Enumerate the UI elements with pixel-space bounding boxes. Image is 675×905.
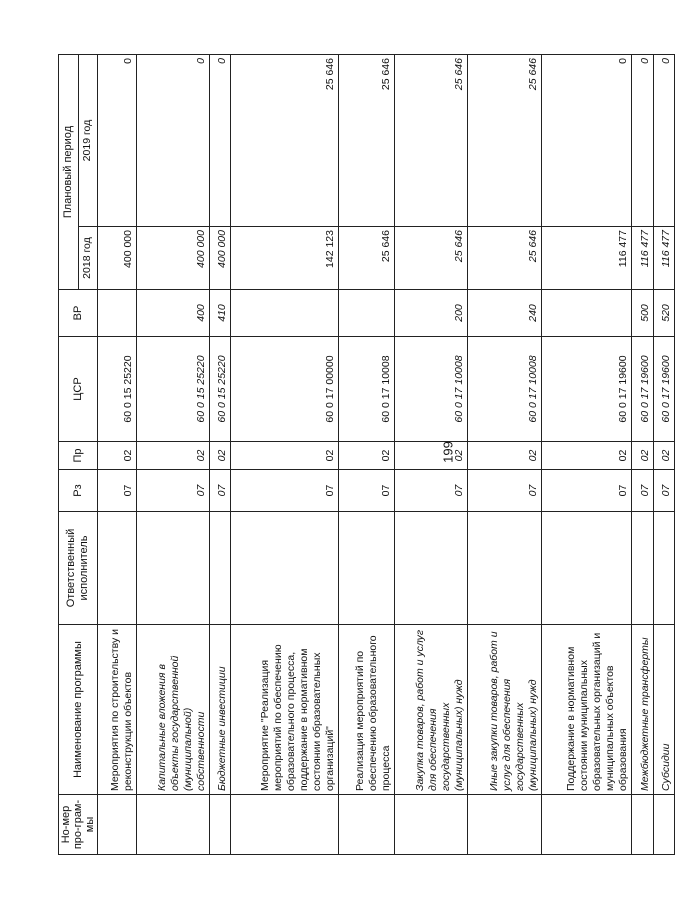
executor-cell xyxy=(136,512,209,625)
table-row xyxy=(541,55,632,855)
amount-2019-cell: 25 646 xyxy=(231,55,339,227)
program-name-cell: Реализация мероприятий по обеспечению образовательного процесса xyxy=(339,625,395,795)
program-number-cell xyxy=(395,795,468,855)
csr-cell: 60 0 17 10008 xyxy=(468,337,541,442)
pr-cell: 02 xyxy=(653,442,674,470)
vr-cell xyxy=(98,290,137,337)
csr-cell: 60 0 17 19600 xyxy=(541,337,632,442)
vr-cell: 520 xyxy=(653,290,674,337)
amount-2018-cell: 400 000 xyxy=(98,227,137,290)
table-row xyxy=(209,55,230,855)
vr-cell: 240 xyxy=(468,290,541,337)
program-number-cell xyxy=(468,795,541,855)
csr-cell: 60 0 15 25220 xyxy=(136,337,209,442)
program-name-cell: Иные закупки товаров, работ и услуг для обеспечения государственных (муниципальных) нужд xyxy=(468,625,541,795)
amount-2018-cell: 25 646 xyxy=(468,227,541,290)
amount-2018-cell: 142 123 xyxy=(231,227,339,290)
rz-cell: 07 xyxy=(231,470,339,512)
amount-2018-cell: 400 000 xyxy=(136,227,209,290)
csr-cell: 60 0 17 19600 xyxy=(632,337,653,442)
amount-2019-cell: 25 646 xyxy=(339,55,395,227)
budget-table xyxy=(58,54,675,855)
program-name-cell: Межбюджетные трансферты xyxy=(632,625,653,795)
executor-cell xyxy=(98,512,137,625)
csr-cell: 60 0 15 25220 xyxy=(209,337,230,442)
header-csr: ЦСР xyxy=(59,337,98,442)
executor-cell xyxy=(632,512,653,625)
program-number-cell xyxy=(339,795,395,855)
executor-cell xyxy=(468,512,541,625)
amount-2019-cell: 0 xyxy=(541,55,632,227)
header-executor: Ответственный исполнитель xyxy=(59,512,98,625)
pr-cell: 02 xyxy=(395,442,468,470)
csr-cell: 60 0 17 10008 xyxy=(339,337,395,442)
program-name-cell: Мероприятие "Реализация мероприятий по обеспечению образовательного процесса, поддержание в нормативном состоянии образовательных организаций" xyxy=(231,625,339,795)
amount-2018-cell: 400 000 xyxy=(209,227,230,290)
rz-cell: 07 xyxy=(209,470,230,512)
pr-cell: 02 xyxy=(632,442,653,470)
executor-cell xyxy=(209,512,230,625)
vr-cell: 500 xyxy=(632,290,653,337)
pr-cell: 02 xyxy=(136,442,209,470)
amount-2019-cell: 0 xyxy=(136,55,209,227)
page-number: 199 xyxy=(440,441,456,463)
csr-cell: 60 0 17 19600 xyxy=(653,337,674,442)
vr-cell xyxy=(541,290,632,337)
executor-cell xyxy=(541,512,632,625)
table-row xyxy=(98,55,137,855)
table-row xyxy=(136,55,209,855)
csr-cell: 60 0 17 00000 xyxy=(231,337,339,442)
amount-2018-cell: 25 646 xyxy=(395,227,468,290)
program-number-cell xyxy=(98,795,137,855)
vr-cell: 400 xyxy=(136,290,209,337)
amount-2019-cell: 0 xyxy=(653,55,674,227)
program-name-cell: Закупка товаров, работ и услуг для обеспечения государственных (муниципальных) нужд xyxy=(395,625,468,795)
rz-cell: 07 xyxy=(541,470,632,512)
vr-cell xyxy=(231,290,339,337)
table-body xyxy=(98,55,675,855)
program-name-cell: Капитальные вложения в объекты государственной (муниципальной) собственности xyxy=(136,625,209,795)
rz-cell: 07 xyxy=(653,470,674,512)
program-number-cell xyxy=(231,795,339,855)
program-number-cell xyxy=(541,795,632,855)
pr-cell: 02 xyxy=(98,442,137,470)
amount-2018-cell: 25 646 xyxy=(339,227,395,290)
amount-2018-cell: 116 477 xyxy=(541,227,632,290)
rz-cell: 07 xyxy=(136,470,209,512)
table-row xyxy=(231,55,339,855)
vr-cell xyxy=(339,290,395,337)
vr-cell: 200 xyxy=(395,290,468,337)
csr-cell: 60 0 15 25220 xyxy=(98,337,137,442)
amount-2018-cell: 116 477 xyxy=(653,227,674,290)
table-row xyxy=(632,55,653,855)
table-row xyxy=(468,55,541,855)
amount-2019-cell: 0 xyxy=(209,55,230,227)
header-pr: Пр xyxy=(59,442,98,470)
header-rz: Рз xyxy=(59,470,98,512)
amount-2019-cell: 25 646 xyxy=(395,55,468,227)
pr-cell: 02 xyxy=(231,442,339,470)
amount-2019-cell: 0 xyxy=(98,55,137,227)
table-row xyxy=(653,55,674,855)
rz-cell: 07 xyxy=(632,470,653,512)
pr-cell: 02 xyxy=(339,442,395,470)
executor-cell xyxy=(395,512,468,625)
amount-2018-cell: 116 477 xyxy=(632,227,653,290)
program-name-cell: Бюджетные инвестиции xyxy=(209,625,230,795)
executor-cell xyxy=(653,512,674,625)
program-number-cell xyxy=(632,795,653,855)
pr-cell: 02 xyxy=(468,442,541,470)
header-year-2018: 2018 год xyxy=(78,227,98,290)
rz-cell: 07 xyxy=(395,470,468,512)
budget-table-container xyxy=(58,55,672,855)
executor-cell xyxy=(339,512,395,625)
vr-cell: 410 xyxy=(209,290,230,337)
table-row xyxy=(395,55,468,855)
program-name-cell: Субсидии xyxy=(653,625,674,795)
rz-cell: 07 xyxy=(468,470,541,512)
program-number-cell xyxy=(209,795,230,855)
program-number-cell xyxy=(136,795,209,855)
amount-2019-cell: 25 646 xyxy=(468,55,541,227)
executor-cell xyxy=(231,512,339,625)
csr-cell: 60 0 17 10008 xyxy=(395,337,468,442)
rz-cell: 07 xyxy=(339,470,395,512)
header-planning-period: Плановый период xyxy=(59,55,79,290)
amount-2019-cell: 0 xyxy=(632,55,653,227)
header-vr: ВР xyxy=(59,290,98,337)
program-name-cell: Мероприятия по строительству и реконструкции объектов xyxy=(98,625,137,795)
header-program-name: Наименование программы xyxy=(59,625,98,795)
pr-cell: 02 xyxy=(209,442,230,470)
pr-cell: 02 xyxy=(541,442,632,470)
header-program-number: Но-мер про-грам-мы xyxy=(59,795,98,855)
rz-cell: 07 xyxy=(98,470,137,512)
header-year-2019: 2019 год xyxy=(78,55,98,227)
program-name-cell: Поддержание в нормативном состоянии муниципальных образовательных организаций и муниципальных объектов образования xyxy=(541,625,632,795)
program-number-cell xyxy=(653,795,674,855)
table-row xyxy=(339,55,395,855)
